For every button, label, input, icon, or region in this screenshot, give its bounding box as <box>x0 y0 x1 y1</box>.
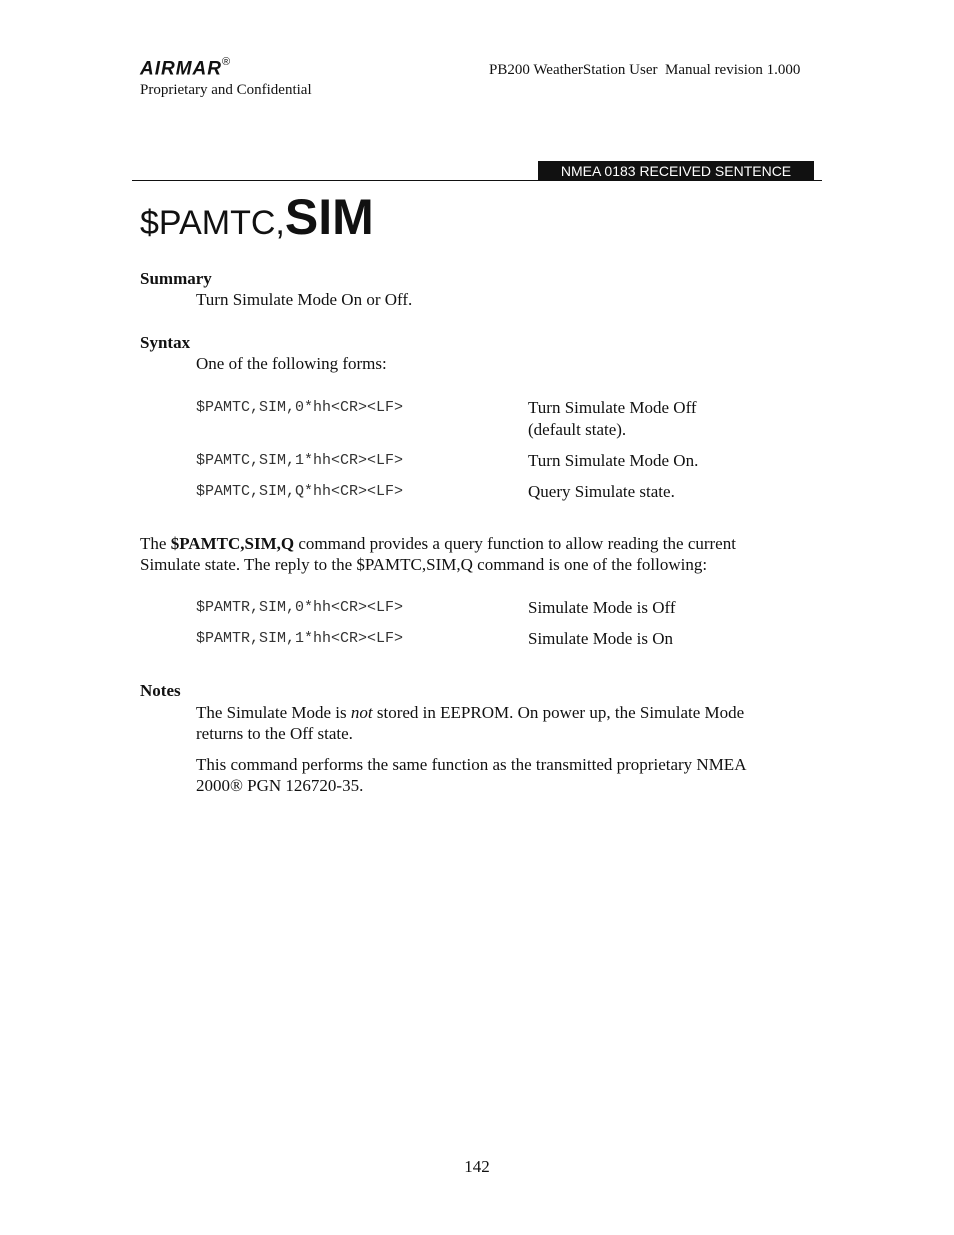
syntax-title: Syntax <box>140 333 191 352</box>
summary-text: Turn Simulate Mode On or Off. <box>196 290 413 309</box>
reply-description: Simulate Mode is Off <box>528 598 676 617</box>
syntax-description: Turn Simulate Mode Off (default state). <box>528 398 697 439</box>
page-number: 142 <box>464 1157 490 1176</box>
notes-paragraph-2: This command performs the same function as the transmitted proprietary NMEA 2000® PGN 126720-35. <box>196 755 747 795</box>
reply-description: Simulate Mode is On <box>528 629 673 648</box>
airmar-logo <box>140 58 231 80</box>
syntax-intro: One of the following forms: <box>196 354 387 373</box>
sentence-heading <box>140 188 374 246</box>
reply-code: $PAMTR,SIM,0*hh<CR><LF> <box>196 599 404 616</box>
syntax-code: $PAMTC,SIM,0*hh<CR><LF> <box>196 399 404 416</box>
notes-title: Notes <box>140 681 181 700</box>
syntax-code: $PAMTC,SIM,1*hh<CR><LF> <box>196 452 404 469</box>
sentence-type-banner: NMEA 0183 RECEIVED SENTENCE <box>538 161 814 181</box>
syntax-description: Query Simulate state. <box>528 482 675 501</box>
reply-code: $PAMTR,SIM,1*hh<CR><LF> <box>196 630 404 647</box>
heading-name: SIM <box>284 189 374 245</box>
brand-name: AIRMAR <box>140 58 222 80</box>
summary-title: Summary <box>140 269 212 288</box>
notes-paragraph-1: The Simulate Mode is not stored in EEPROM. On power up, the Simulate Mode returns to the Off state. <box>196 703 745 743</box>
confidentiality-note: Proprietary and Confidential <box>140 82 312 98</box>
heading-prefix: $PAMTC, <box>140 204 285 242</box>
registered-mark: ® <box>222 56 232 68</box>
query-paragraph: The $PAMTC,SIM,Q command provides a query function to allow reading the current Simulate state. The reply to the $PAMTC,SIM,Q command is one of the following: <box>140 534 736 574</box>
syntax-code: $PAMTC,SIM,Q*hh<CR><LF> <box>196 483 404 500</box>
syntax-description: Turn Simulate Mode On. <box>528 451 699 470</box>
document-title: PB200 WeatherStation User Manual revision 1.000 <box>489 62 801 78</box>
